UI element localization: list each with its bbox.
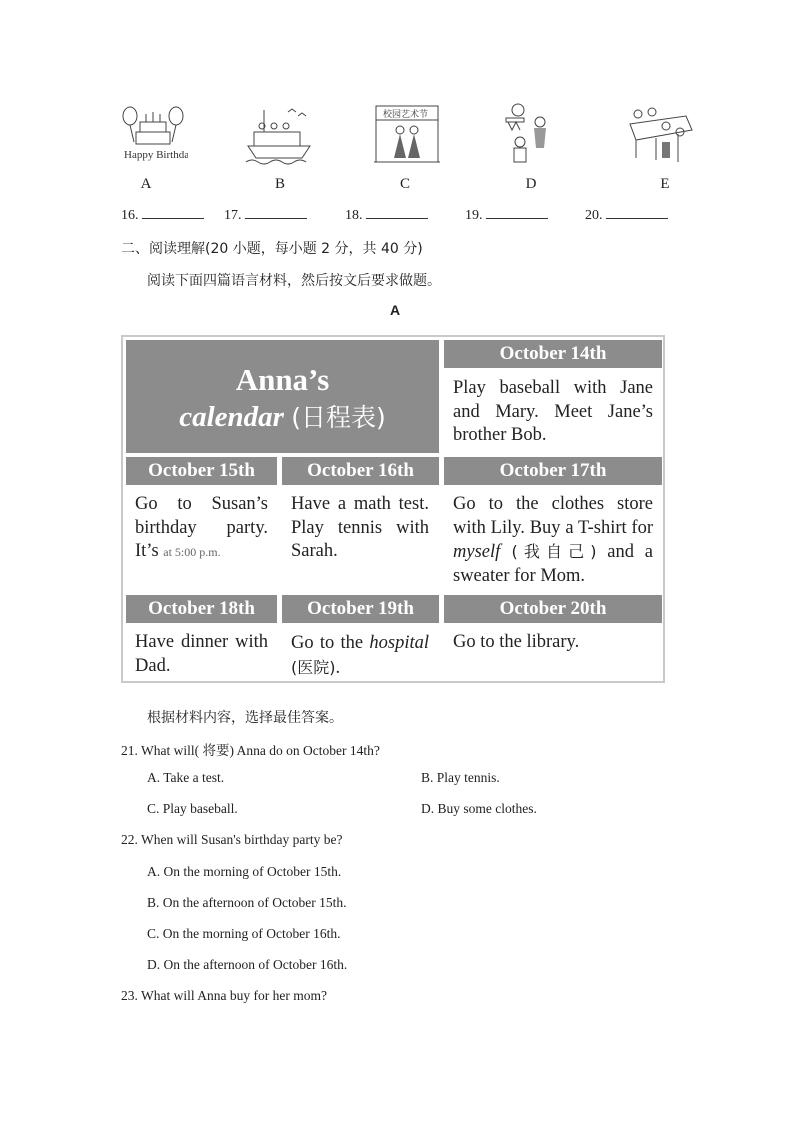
blank-line[interactable] [245,206,307,219]
art-festival-icon [372,102,442,166]
blank-number: 18. [345,208,363,223]
date-header-oct-15: October 15th [126,457,277,485]
passage-letter: A [390,302,401,318]
basketball-kids-icon [500,102,570,166]
section-title: 二、阅读理解(20 小题，每小题 2 分，共 40 分) [121,241,423,257]
blank-number: 16. [121,208,139,223]
picture-letter-d: D [525,176,537,192]
blank-number: 17. [224,208,242,223]
blank-17[interactable] [224,206,307,224]
blank-number: 19. [465,208,483,223]
entry-oct-19 [291,631,429,680]
birthday-cake-icon [118,102,188,166]
picture-a [118,102,188,166]
blank-18[interactable] [345,206,428,224]
blank-20[interactable] [585,206,668,224]
boat-trip-icon [244,102,314,166]
blank-number: 20. [585,208,603,223]
question-22-option-b[interactable]: B. On the afternoon of October 15th. [147,895,347,910]
date-header-oct-20: October 20th [444,595,662,623]
entry-oct-15-time: at 5:00 p.m. [163,545,221,559]
entry-oct-17-text-end: and a sweater for Mom. [453,542,653,586]
blank-16[interactable] [121,206,204,224]
blank-19[interactable] [465,206,548,224]
blank-line[interactable] [142,206,204,219]
entry-oct-14: Play baseball with Jane and Mary. Meet Jane’s brother Bob. [453,378,653,445]
entry-oct-19-italic: hospital [369,633,429,653]
entry-oct-17-italic: myself [453,542,501,562]
picture-letter-c: C [399,176,410,192]
classroom-icon [626,102,696,166]
question-21-option-d[interactable]: D. Buy some clothes. [421,801,537,816]
date-header-oct-17: October 17th [444,457,662,485]
calendar-word: calendar [179,401,284,433]
blank-line[interactable] [486,206,548,219]
date-header-oct-19: October 19th [282,595,439,623]
entry-oct-17 [453,493,653,588]
date-header-oct-18: October 18th [126,595,277,623]
picture-d [500,102,570,166]
entry-oct-16: Have a math test. Play tennis with Sarah. [291,494,429,561]
question-22-option-a[interactable]: A. On the morning of October 15th. [147,864,342,879]
entry-oct-19-zh: (医院) [291,657,336,677]
entry-oct-15 [135,493,268,565]
entry-oct-19-text-end: . [335,657,341,678]
date-header-oct-14: October 14th [444,340,662,368]
date-header-oct-16: October 16th [282,457,439,485]
question-21-option-a[interactable]: A. Take a test. [147,770,225,785]
calendar-zh-gloss: (日程表) [291,403,386,432]
picture-letter-b: B [274,176,285,192]
picture-letter-a: A [140,176,152,192]
question-22-option-d[interactable]: D. On the afternoon of October 16th. [147,957,348,972]
art-festival-caption: 校园艺术节 [383,110,429,120]
birthday-caption: Happy Birthday [124,149,188,161]
entry-oct-17-zh: (我自己) [500,542,597,561]
entry-oct-17-text: Go to the clothes store with Lily. Buy a T-shirt for [453,494,653,538]
entry-oct-15-text: Go to Susan’s birthday party. It’s [135,494,268,561]
reading-instruction: 阅读下面四篇语言材料，然后按文后要求做题。 [147,273,441,289]
question-instruction: 根据材料内容，选择最佳答案。 [147,710,343,726]
question-22-option-c[interactable]: C. On the morning of October 16th. [147,926,341,941]
picture-c [372,102,442,166]
entry-oct-18: Have dinner with Dad. [135,632,268,676]
picture-e [626,102,696,166]
blank-line[interactable] [606,206,668,219]
question-21-stem: 21. What will( 将要) Anna do on October 14th? [121,743,380,758]
calendar-title: Anna’s [235,362,330,397]
blank-line[interactable] [366,206,428,219]
question-21-option-b[interactable]: B. Play tennis. [421,770,500,785]
calendar-subtitle [126,398,439,434]
entry-oct-19-text: Go to the [291,633,370,653]
question-21-option-c[interactable]: C. Play baseball. [147,801,238,816]
entry-oct-20: Go to the library. [453,632,580,652]
picture-letter-e: E [660,176,670,192]
question-22-stem: 22. When will Susan's birthday party be? [121,832,343,847]
anna-calendar [121,335,665,683]
calendar-title-box [126,340,439,453]
question-23-stem: 23. What will Anna buy for her mom? [121,988,327,1003]
picture-b [244,102,314,166]
